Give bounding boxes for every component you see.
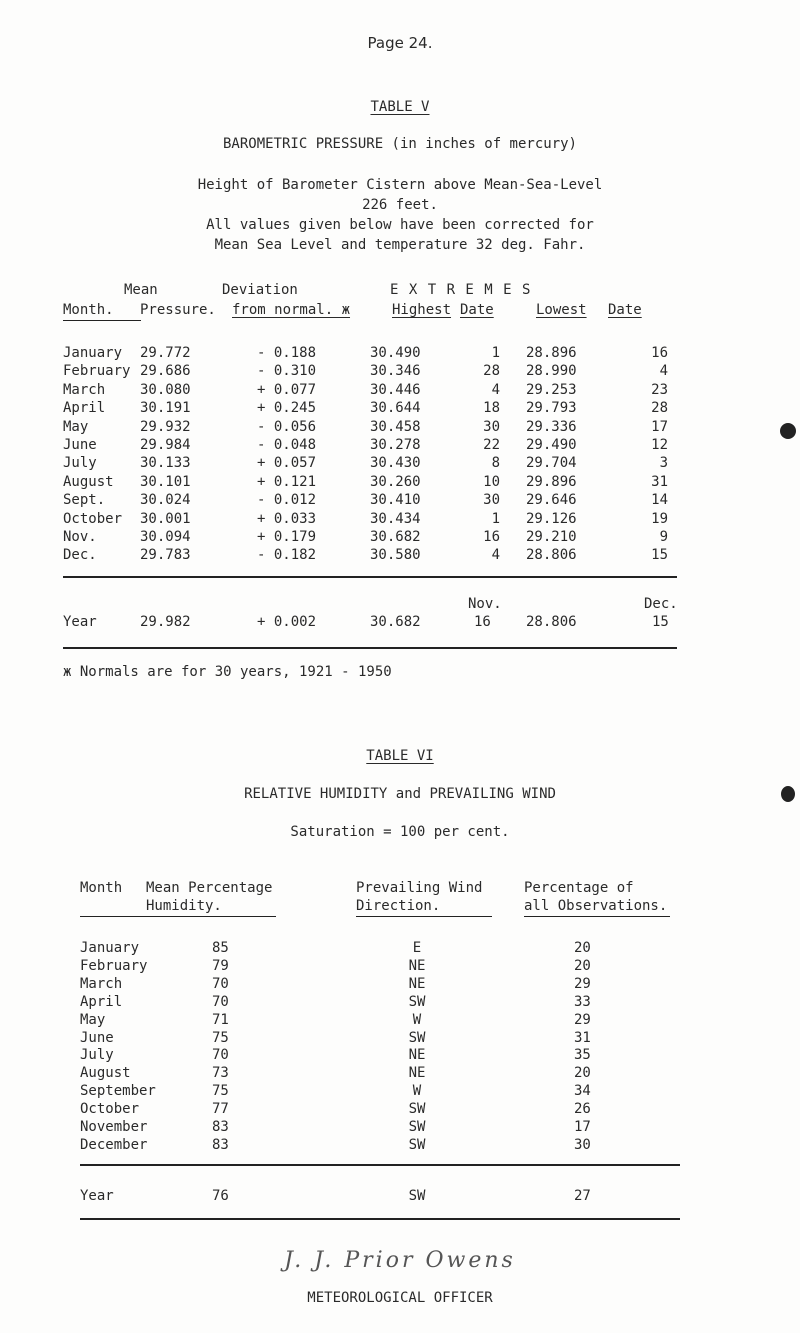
cell-mean: 30.101 bbox=[140, 473, 191, 490]
cell-percentage: 33 bbox=[574, 993, 591, 1010]
t6-year-pct: 27 bbox=[574, 1188, 591, 1204]
cell-deviation: - 0.048 bbox=[257, 437, 317, 453]
cell-percentage: 20 bbox=[574, 940, 591, 956]
t6-year-wind: SW bbox=[408, 1188, 426, 1204]
header-date: Date bbox=[460, 302, 494, 318]
cell-high-date: 18 bbox=[483, 400, 500, 417]
cell-humidity: 83 bbox=[212, 1119, 229, 1135]
cell-low-date: 4 bbox=[659, 363, 668, 380]
cell-highest: 30.446 bbox=[370, 381, 421, 398]
cell-lowest: 29.336 bbox=[526, 418, 577, 435]
cell-lowest: 28.896 bbox=[526, 345, 577, 361]
cell-percentage: 29 bbox=[574, 1011, 591, 1028]
cell-wind-direction: SW bbox=[408, 1029, 426, 1046]
cell-wind-direction: SW bbox=[408, 1101, 426, 1118]
table-row bbox=[0, 1083, 800, 1101]
cell-month: August bbox=[80, 1065, 131, 1082]
cell-month: January bbox=[80, 940, 140, 956]
table-row bbox=[0, 400, 800, 418]
signature-title: METEOROLOGICAL OFFICER bbox=[307, 1290, 493, 1306]
year-lowest: 28.806 bbox=[526, 614, 577, 630]
cell-deviation: - 0.182 bbox=[257, 547, 317, 564]
table-row bbox=[0, 474, 800, 492]
cell-month: Nov. bbox=[63, 529, 97, 545]
cell-high-date: 4 bbox=[491, 547, 500, 564]
header-from-normal: from normal. ж bbox=[232, 302, 351, 318]
year-high-month: Nov. bbox=[468, 596, 502, 612]
cell-percentage: 30 bbox=[574, 1136, 591, 1153]
cell-high-date: 30 bbox=[483, 418, 500, 435]
table6-heading: RELATIVE HUMIDITY and PREVAILING WIND bbox=[244, 786, 556, 802]
cell-lowest: 29.210 bbox=[526, 529, 577, 545]
cell-lowest: 29.704 bbox=[526, 455, 577, 472]
cell-mean: 30.133 bbox=[140, 455, 191, 472]
cell-wind-direction: W bbox=[412, 1011, 422, 1028]
cell-month: January bbox=[63, 345, 123, 361]
table-row bbox=[0, 437, 800, 455]
header-highest: Highest bbox=[392, 302, 452, 318]
cell-highest: 30.346 bbox=[370, 363, 421, 380]
year-high-date: 16 bbox=[474, 614, 491, 630]
table-row bbox=[0, 940, 800, 958]
cell-wind-direction: NE bbox=[408, 1065, 426, 1082]
cell-mean: 29.783 bbox=[140, 547, 191, 564]
cell-month: October bbox=[80, 1101, 140, 1118]
cell-highest: 30.410 bbox=[370, 492, 421, 509]
cell-mean: 29.772 bbox=[140, 345, 191, 361]
t6-year-humidity: 76 bbox=[212, 1188, 229, 1204]
cell-month: July bbox=[63, 455, 97, 472]
cell-deviation: + 0.179 bbox=[257, 529, 317, 545]
cell-lowest: 28.806 bbox=[526, 547, 577, 564]
t6-header-humidity: Humidity. bbox=[146, 898, 222, 914]
cell-month: February bbox=[80, 957, 148, 974]
cell-deviation: + 0.121 bbox=[257, 473, 317, 490]
year-label: Year bbox=[63, 614, 97, 630]
cell-deviation: + 0.077 bbox=[257, 381, 317, 398]
cell-highest: 30.644 bbox=[370, 400, 421, 417]
cell-lowest: 29.253 bbox=[526, 381, 577, 398]
cell-humidity: 79 bbox=[212, 957, 229, 974]
table-row bbox=[0, 1101, 800, 1119]
binding-hole-mark bbox=[781, 786, 795, 802]
cell-humidity: 71 bbox=[212, 1011, 229, 1028]
table6-rule-top bbox=[80, 1164, 680, 1166]
year-mean: 29.982 bbox=[140, 614, 191, 630]
cell-month: Dec. bbox=[63, 547, 97, 564]
cell-high-date: 8 bbox=[491, 455, 500, 472]
cell-wind-direction: W bbox=[412, 1083, 422, 1100]
cell-low-date: 15 bbox=[651, 547, 668, 564]
cell-highest: 30.458 bbox=[370, 418, 421, 435]
cell-low-date: 3 bbox=[659, 455, 668, 472]
cell-percentage: 35 bbox=[574, 1047, 591, 1064]
cell-percentage: 26 bbox=[574, 1101, 591, 1118]
cell-highest: 30.490 bbox=[370, 345, 421, 361]
table5-heading: BAROMETRIC PRESSURE (in inches of mercury) bbox=[222, 136, 577, 152]
cell-high-date: 1 bbox=[491, 345, 500, 361]
cell-wind-direction: NE bbox=[408, 1047, 426, 1064]
table-row bbox=[0, 382, 800, 400]
table-row bbox=[0, 419, 800, 437]
cell-month: November bbox=[80, 1119, 148, 1135]
table-row bbox=[0, 976, 800, 994]
cell-mean: 29.932 bbox=[140, 418, 191, 435]
year-deviation: + 0.002 bbox=[257, 614, 317, 630]
table5-note-3: All values given below have been corrected for bbox=[206, 217, 594, 233]
cell-percentage: 17 bbox=[574, 1119, 591, 1135]
cell-lowest: 28.990 bbox=[526, 363, 577, 380]
table-row bbox=[0, 455, 800, 473]
cell-month: February bbox=[63, 363, 131, 380]
cell-humidity: 85 bbox=[212, 940, 229, 956]
table-row bbox=[0, 1047, 800, 1065]
table-row bbox=[0, 511, 800, 529]
table5-note-2: 226 feet. bbox=[362, 197, 438, 213]
signature: J. J. Prior Owens bbox=[284, 1248, 516, 1273]
cell-wind-direction: SW bbox=[408, 1119, 426, 1135]
cell-low-date: 14 bbox=[651, 492, 668, 509]
cell-high-date: 1 bbox=[491, 510, 500, 527]
header-month: Month. bbox=[63, 302, 114, 318]
cell-wind-direction: SW bbox=[408, 993, 426, 1010]
cell-month: May bbox=[80, 1011, 106, 1028]
header-pressure: Pressure. bbox=[140, 302, 216, 318]
cell-high-date: 28 bbox=[483, 363, 500, 380]
table5-note-1: Height of Barometer Cistern above Mean-Sea-Level bbox=[197, 177, 603, 193]
table5-note-4: Mean Sea Level and temperature 32 deg. Fahr. bbox=[214, 237, 586, 253]
cell-percentage: 34 bbox=[574, 1083, 591, 1100]
cell-lowest: 29.793 bbox=[526, 400, 577, 417]
t6-header-direction: Direction. bbox=[356, 898, 441, 914]
table-row bbox=[0, 547, 800, 565]
header-mean: Mean bbox=[124, 282, 158, 298]
t6-header-prevailing: Prevailing Wind bbox=[356, 880, 483, 896]
cell-low-date: 23 bbox=[651, 381, 668, 398]
table-row bbox=[0, 994, 800, 1012]
cell-month: June bbox=[80, 1029, 114, 1046]
cell-highest: 30.682 bbox=[370, 529, 421, 545]
cell-lowest: 29.126 bbox=[526, 510, 577, 527]
cell-month: April bbox=[63, 400, 106, 417]
cell-low-date: 16 bbox=[651, 345, 668, 361]
table5-rule-top bbox=[63, 576, 677, 578]
t6-header-pct-of: Percentage of bbox=[524, 880, 634, 896]
cell-deviation: - 0.188 bbox=[257, 345, 317, 361]
table6-saturation: Saturation = 100 per cent. bbox=[290, 824, 510, 840]
year-low-month: Dec. bbox=[644, 596, 678, 612]
cell-deviation: + 0.245 bbox=[257, 400, 317, 417]
cell-wind-direction: NE bbox=[408, 975, 426, 992]
cell-deviation: - 0.056 bbox=[257, 418, 317, 435]
cell-low-date: 9 bbox=[659, 529, 668, 545]
binding-hole-mark bbox=[780, 423, 796, 439]
cell-lowest: 29.646 bbox=[526, 492, 577, 509]
cell-lowest: 29.490 bbox=[526, 437, 577, 453]
cell-month: July bbox=[80, 1047, 114, 1064]
cell-month: March bbox=[63, 381, 106, 398]
cell-low-date: 17 bbox=[651, 418, 668, 435]
cell-percentage: 29 bbox=[574, 975, 591, 992]
table-row bbox=[0, 1030, 800, 1048]
cell-humidity: 70 bbox=[212, 1047, 229, 1064]
cell-mean: 30.001 bbox=[140, 510, 191, 527]
cell-wind-direction: E bbox=[412, 940, 422, 956]
cell-lowest: 29.896 bbox=[526, 473, 577, 490]
cell-humidity: 83 bbox=[212, 1136, 229, 1153]
cell-highest: 30.278 bbox=[370, 437, 421, 453]
table-row bbox=[0, 958, 800, 976]
cell-high-date: 30 bbox=[483, 492, 500, 509]
cell-month: Sept. bbox=[63, 492, 106, 509]
cell-deviation: - 0.012 bbox=[257, 492, 317, 509]
cell-mean: 29.984 bbox=[140, 437, 191, 453]
cell-high-date: 4 bbox=[491, 381, 500, 398]
table6-title: TABLE VI bbox=[366, 748, 434, 764]
cell-deviation: - 0.310 bbox=[257, 363, 317, 380]
table5-rule-bottom bbox=[63, 647, 677, 649]
table5-title: TABLE V bbox=[370, 99, 430, 115]
table6-rule-bottom bbox=[80, 1218, 680, 1220]
cell-humidity: 75 bbox=[212, 1029, 229, 1046]
cell-mean: 30.191 bbox=[140, 400, 191, 417]
table-row bbox=[0, 1012, 800, 1030]
cell-high-date: 22 bbox=[483, 437, 500, 453]
cell-month: August bbox=[63, 473, 114, 490]
year-low-date: 15 bbox=[652, 614, 669, 630]
cell-deviation: + 0.033 bbox=[257, 510, 317, 527]
cell-low-date: 28 bbox=[651, 400, 668, 417]
year-highest: 30.682 bbox=[370, 614, 421, 630]
cell-month: April bbox=[80, 993, 123, 1010]
table-row bbox=[0, 1119, 800, 1137]
header-extremes: E X T R E M E S bbox=[390, 282, 532, 298]
cell-month: September bbox=[80, 1083, 156, 1100]
page-label: Page 24. bbox=[367, 34, 433, 52]
table-row bbox=[0, 345, 800, 363]
cell-wind-direction: NE bbox=[408, 957, 426, 974]
cell-highest: 30.434 bbox=[370, 510, 421, 527]
cell-highest: 30.580 bbox=[370, 547, 421, 564]
t6-year-label: Year bbox=[80, 1188, 114, 1204]
cell-wind-direction: SW bbox=[408, 1136, 426, 1153]
cell-low-date: 31 bbox=[651, 473, 668, 490]
cell-low-date: 12 bbox=[651, 437, 668, 453]
t6-header-month: Month bbox=[80, 880, 123, 896]
cell-month: October bbox=[63, 510, 123, 527]
cell-low-date: 19 bbox=[651, 510, 668, 527]
cell-high-date: 16 bbox=[483, 529, 500, 545]
cell-high-date: 10 bbox=[483, 473, 500, 490]
table5-footnote: ж Normals are for 30 years, 1921 - 1950 bbox=[63, 664, 392, 680]
cell-humidity: 70 bbox=[212, 993, 229, 1010]
cell-percentage: 31 bbox=[574, 1029, 591, 1046]
cell-deviation: + 0.057 bbox=[257, 455, 317, 472]
cell-month: June bbox=[63, 437, 97, 453]
table-row bbox=[0, 492, 800, 510]
cell-mean: 30.094 bbox=[140, 529, 191, 545]
cell-humidity: 70 bbox=[212, 975, 229, 992]
header-lowest: Lowest bbox=[536, 302, 587, 318]
table-row bbox=[0, 529, 800, 547]
cell-mean: 30.080 bbox=[140, 381, 191, 398]
t6-header-all-obs: all Observations. bbox=[524, 898, 668, 914]
cell-month: March bbox=[80, 975, 123, 992]
cell-humidity: 75 bbox=[212, 1083, 229, 1100]
cell-month: December bbox=[80, 1136, 148, 1153]
table-row bbox=[0, 1137, 800, 1155]
table-row bbox=[0, 363, 800, 381]
table-row bbox=[0, 1065, 800, 1083]
cell-highest: 30.430 bbox=[370, 455, 421, 472]
cell-humidity: 73 bbox=[212, 1065, 229, 1082]
cell-month: May bbox=[63, 418, 89, 435]
cell-humidity: 77 bbox=[212, 1101, 229, 1118]
cell-percentage: 20 bbox=[574, 1065, 591, 1082]
cell-highest: 30.260 bbox=[370, 473, 421, 490]
cell-mean: 29.686 bbox=[140, 363, 191, 380]
header-date-2: Date bbox=[608, 302, 642, 318]
cell-mean: 30.024 bbox=[140, 492, 191, 509]
header-deviation: Deviation bbox=[222, 282, 298, 298]
t6-header-mean-pct: Mean Percentage bbox=[146, 880, 273, 896]
cell-percentage: 20 bbox=[574, 957, 591, 974]
